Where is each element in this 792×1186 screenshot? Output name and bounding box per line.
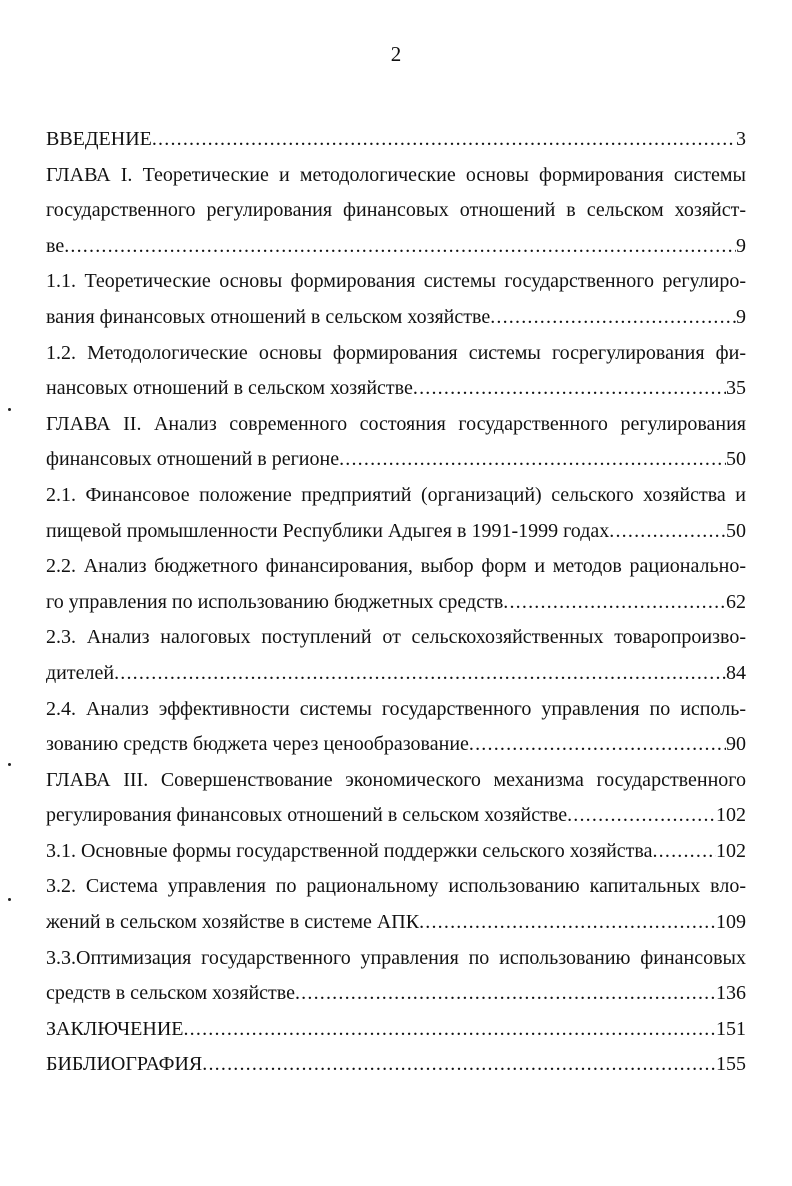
- table-of-contents: [46, 122, 746, 1083]
- toc-entry-page: 9: [736, 305, 746, 328]
- scan-speck: [8, 408, 11, 411]
- toc-entry-chapter-3[interactable]: [46, 763, 746, 834]
- dot-leader: [114, 656, 726, 692]
- toc-entry-page: 50: [726, 519, 746, 542]
- toc-entry-line: ГЛАВА II. Анализ современного состояния государственного регулирования: [46, 412, 746, 435]
- toc-entry-section-3-2[interactable]: [46, 869, 746, 940]
- toc-entry-line: 1.1. Теоретические основы формирования системы государственного регулиро-: [46, 270, 746, 293]
- toc-entry-page: 3: [736, 128, 746, 150]
- toc-entry-last-line: [46, 371, 746, 407]
- dot-leader: [64, 229, 736, 265]
- scan-speck: [8, 898, 11, 901]
- toc-entry-page: 102: [716, 804, 746, 827]
- toc-entry-title: БИБЛИОГРАФИЯ: [46, 1053, 203, 1076]
- toc-entry-page: 84: [726, 661, 746, 684]
- toc-entry-introduction[interactable]: [46, 122, 746, 158]
- dot-leader: [567, 798, 716, 834]
- toc-entry-title: ве: [46, 234, 65, 257]
- toc-entry-page: 102: [716, 839, 746, 862]
- dot-leader: [339, 442, 726, 478]
- toc-entry-page: 62: [726, 590, 746, 613]
- toc-entry-last-line: [46, 976, 746, 1012]
- toc-entry-section-2-2[interactable]: [46, 549, 746, 620]
- toc-entry-line: 1.2. Методологические основы формирования системы госрегулирования фи-: [46, 341, 746, 364]
- toc-entry-last-line: [46, 727, 746, 763]
- toc-entry-title: дителей: [46, 661, 115, 684]
- page-number: 2: [390, 42, 402, 66]
- toc-entry-line: 2.3. Анализ налоговых поступлений от сельскохозяйственных товаропроизво-: [46, 626, 746, 649]
- toc-entry-title: финансовых отношений в регионе: [46, 448, 340, 471]
- dot-leader: [152, 122, 736, 158]
- toc-entry-line: 3.2. Система управления по рациональному использованию капитальных вло-: [46, 875, 746, 898]
- dot-leader: [419, 905, 716, 941]
- toc-entry-line: 2.1. Финансовое положение предприятий (организаций) сельского хозяйства и: [46, 483, 746, 506]
- toc-entry-title: пищевой промышленности Республики Адыгея в 1991-1999 годах: [46, 519, 610, 542]
- dot-leader: [503, 585, 726, 621]
- toc-entry-last-line: [46, 656, 746, 692]
- toc-entry-page: 109: [716, 911, 746, 934]
- dot-leader: [609, 514, 726, 550]
- toc-entry-title: жений в сельском хозяйстве в системе АПК: [46, 911, 420, 934]
- toc-entry-chapter-1[interactable]: [46, 158, 746, 265]
- toc-entry-title: нансовых отношений в сельском хозяйстве: [46, 377, 413, 400]
- toc-entry-title: вания финансовых отношений в сельском хозяйстве: [46, 305, 491, 328]
- dot-leader: [413, 371, 726, 407]
- dot-leader: [202, 1047, 716, 1083]
- toc-entry-line: 3.3.Оптимизация государственного управления по использованию финансовых: [46, 946, 746, 969]
- toc-entry-chapter-2[interactable]: [46, 407, 746, 478]
- toc-entry-line: ГЛАВА I. Теоретические и методологические основы формирования системы: [46, 163, 746, 186]
- toc-entry-page: 90: [726, 733, 746, 756]
- dot-leader: [295, 976, 716, 1012]
- toc-entry-section-2-1[interactable]: [46, 478, 746, 549]
- dot-leader: [652, 834, 716, 870]
- toc-entry-page: 50: [726, 448, 746, 471]
- toc-entry-line: 2.4. Анализ эффективности системы государственного управления по исполь-: [46, 697, 746, 720]
- dot-leader: [469, 727, 726, 763]
- dot-leader: [490, 300, 736, 336]
- toc-entry-title: средств в сельском хозяйстве: [46, 982, 295, 1005]
- toc-entry-section-1-1[interactable]: [46, 264, 746, 335]
- toc-entry-line: ГЛАВА III. Совершенствование экономического механизма государственного: [46, 768, 746, 791]
- toc-entry-last-line: [46, 300, 746, 336]
- toc-entry-page: 155: [716, 1053, 746, 1076]
- toc-entry-page: 136: [716, 982, 746, 1005]
- toc-entry-line: 2.2. Анализ бюджетного финансирования, выбор форм и методов рационально-: [46, 555, 746, 578]
- toc-entry-last-line: [46, 798, 746, 834]
- toc-entry-page: 35: [726, 377, 746, 400]
- toc-entry-last-line: [46, 442, 746, 478]
- toc-entry-last-line: [46, 585, 746, 621]
- toc-entry-title: ВВЕДЕНИЕ: [46, 128, 152, 150]
- toc-entry-title: ЗАКЛЮЧЕНИЕ: [46, 1017, 184, 1040]
- toc-entry-section-3-1[interactable]: [46, 834, 746, 870]
- toc-entry-section-3-3[interactable]: [46, 941, 746, 1012]
- toc-entry-bibliography[interactable]: [46, 1047, 746, 1083]
- toc-entry-title: регулирования финансовых отношений в сельском хозяйстве: [46, 804, 568, 827]
- toc-entry-last-line: [46, 229, 746, 265]
- toc-entry-section-2-3[interactable]: [46, 620, 746, 691]
- toc-entry-title: го управления по использованию бюджетных средств: [46, 590, 504, 613]
- dot-leader: [183, 1012, 716, 1048]
- toc-entry-line: государственного регулирования финансовых отношений в сельском хозяйст-: [46, 199, 746, 222]
- scan-speck: [8, 763, 11, 766]
- toc-entry-title: 3.1. Основные формы государственной поддержки сельского хозяйства: [46, 839, 653, 862]
- toc-entry-last-line: [46, 514, 746, 550]
- toc-entry-conclusion[interactable]: [46, 1012, 746, 1048]
- toc-entry-title: зованию средств бюджета через ценообразование: [46, 733, 469, 756]
- toc-entry-section-2-4[interactable]: [46, 692, 746, 763]
- toc-entry-page: 151: [716, 1017, 746, 1040]
- toc-entry-last-line: [46, 905, 746, 941]
- toc-entry-section-1-2[interactable]: [46, 336, 746, 407]
- toc-entry-page: 9: [736, 234, 746, 257]
